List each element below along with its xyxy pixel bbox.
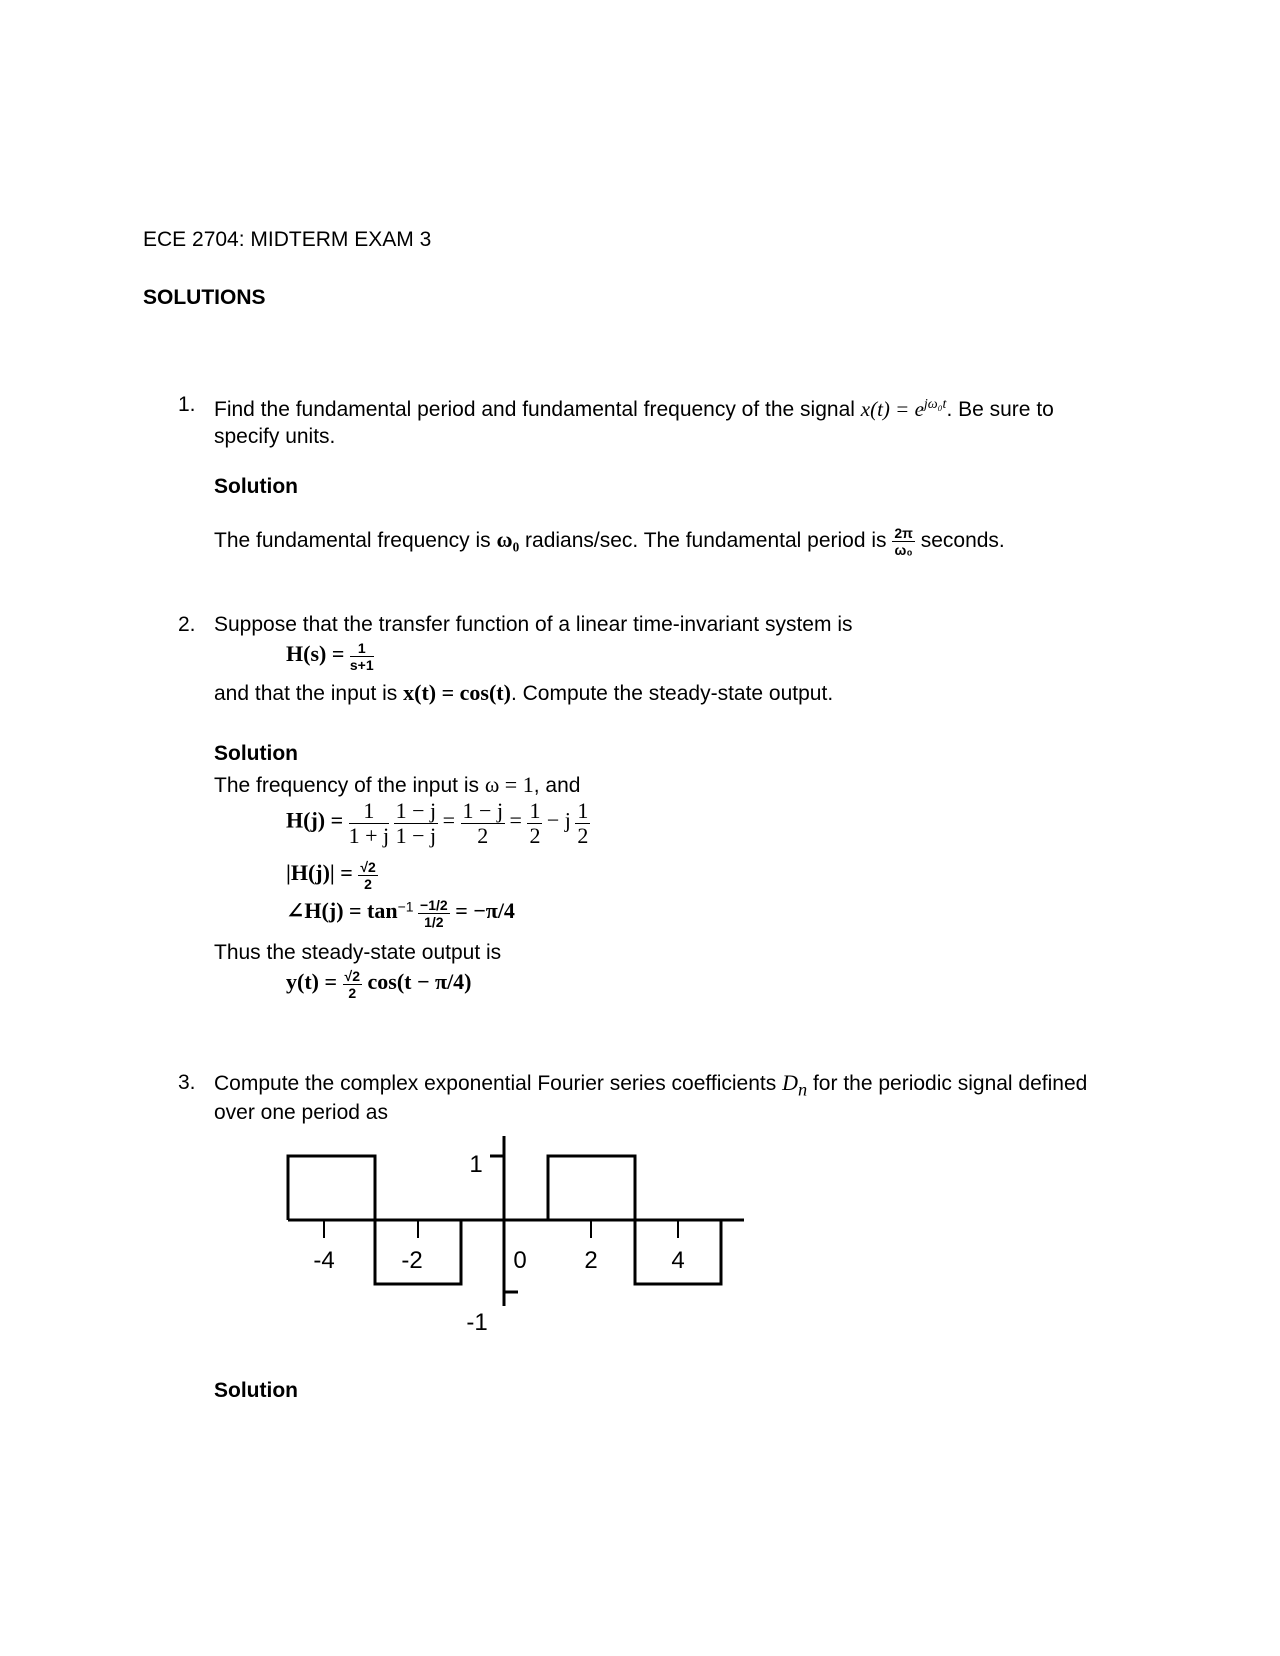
document-subtitle: SOLUTIONS	[143, 286, 266, 309]
square-wave-figure	[280, 1130, 760, 1340]
y-label-1: 1	[469, 1151, 483, 1178]
q1-number: 1.	[178, 393, 196, 416]
q1-signal: $x(t) = e^{j\omega_0t}$	[860, 397, 947, 421]
q2-input: x(t) = cos(t)	[403, 680, 511, 705]
x-label-4: 4	[671, 1247, 685, 1274]
x-label-0: 0	[513, 1247, 527, 1274]
q2-output: y(t) = $\frac{√2}{2}$ cos(t − π/4)	[286, 968, 472, 1002]
y-label-neg1: -1	[466, 1309, 488, 1336]
q2-hj-equation: H(j) = $\frac{1}{1 + j}$ $\frac{1 - j}{1 - j}$ = $\frac{1 - j}{2}$ = $\frac{1}{2}$ − j $\frac{1}{2}$	[286, 798, 589, 848]
q3-question-line2: over one period as	[214, 1101, 388, 1124]
document-title: ECE 2704: MIDTERM EXAM 3	[143, 228, 432, 251]
q2-phase: ∠H(j) = $\tan^{-1}$ $\frac{-1/2}{1/2}$ = −π/4	[286, 897, 515, 931]
q3-question-line1: Compute the complex exponential Fourier series coefficients $D_n$ for the periodic signal defined	[214, 1070, 1088, 1100]
q2-question-line1: Suppose that the transfer function of a linear time-invariant system is	[214, 613, 853, 636]
q1-solution-label: Solution	[214, 475, 298, 498]
q2-thus-line: Thus the steady-state output is	[214, 941, 502, 964]
q2-solution-label: Solution	[214, 742, 298, 765]
x-label-2: 2	[584, 1247, 598, 1274]
q2-magnitude: |H(j)| = $\frac{√2}{2}$	[286, 859, 376, 893]
q2-transfer-function: H(s) = $\frac{1}{s+1}$	[286, 640, 374, 674]
q3-solution-label: Solution	[214, 1379, 298, 1402]
q3-number: 3.	[178, 1071, 196, 1094]
q1-question-line1: Find the fundamental period and fundamental frequency of the signal $x(t) = e^{j\omega_0t}$. Be sure to	[214, 397, 1054, 421]
q1-answer: The fundamental frequency is ω₀ radians/sec. The fundamental period is $\frac{2\pi}{\text{ω₀}}$ seconds.	[214, 525, 1005, 558]
x-label-neg4: -4	[313, 1247, 335, 1274]
q1-question-line2: specify units.	[214, 425, 336, 448]
q2-question-line2: and that the input is x(t) = cos(t). Compute the steady-state output.	[214, 680, 834, 705]
q1-period-fraction: $\frac{2\pi}{\text{ω₀}}$	[894, 525, 913, 558]
x-label-neg2: -2	[401, 1247, 423, 1274]
q2-number: 2.	[178, 613, 196, 636]
q2-freq-line: The frequency of the input is ω = 1, and	[214, 772, 581, 797]
